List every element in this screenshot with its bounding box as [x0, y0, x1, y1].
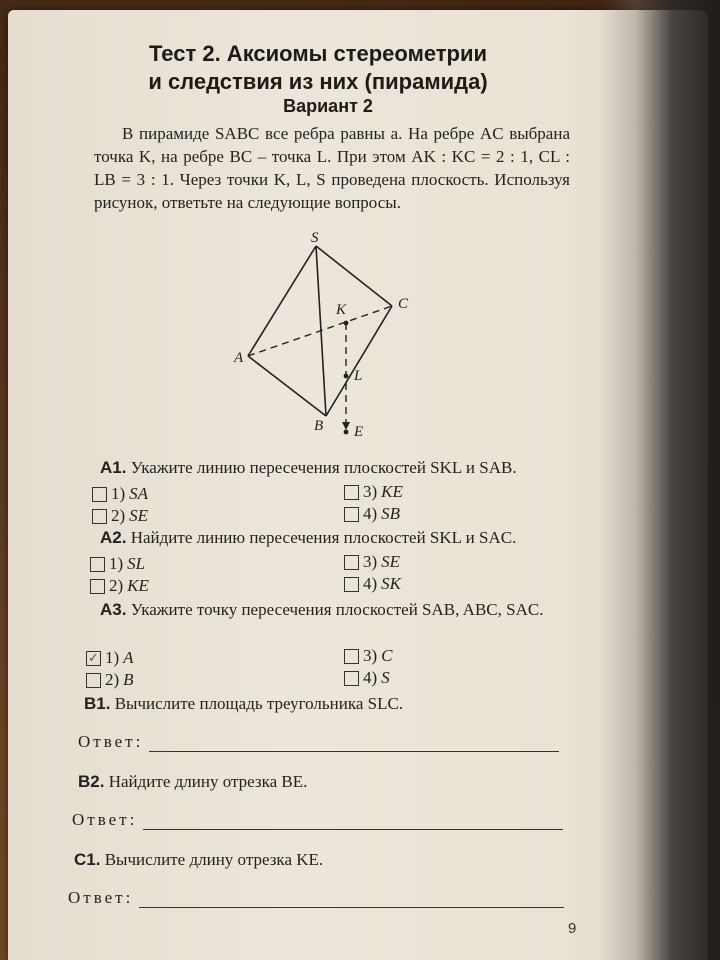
- question-b1: B1. Вычислите площадь треугольника SLC.: [84, 694, 404, 713]
- checkbox[interactable]: [92, 509, 107, 524]
- arrow-E: [342, 422, 350, 430]
- question-a3: A3. Укажите точку пересечения плоскостей SAB, ABC, SAC.: [100, 600, 544, 619]
- question-c1: C1. Вычислите длину отрезка KE.: [74, 850, 324, 869]
- edge-AB: [248, 356, 326, 416]
- a1-option-3[interactable]: 3) KE: [344, 482, 403, 502]
- b2-answer-line[interactable]: [143, 815, 563, 830]
- question-a2: A2. Найдите линию пересечения плоскостей SKL и SAC.: [100, 528, 517, 547]
- a3-option-2[interactable]: 2) B: [86, 670, 134, 690]
- a1-option-4[interactable]: 4) SB: [344, 504, 400, 524]
- checkbox[interactable]: [90, 557, 105, 572]
- label-B: B: [314, 418, 324, 434]
- title-line-2: и следствия из них (пирамида): [148, 69, 488, 94]
- label-L: L: [354, 368, 363, 384]
- variant-heading: Вариант 2: [283, 96, 373, 116]
- edge-SA: [248, 246, 316, 356]
- a3-option-4[interactable]: 4) S: [344, 668, 390, 688]
- a2-option-4[interactable]: 4) SK: [344, 574, 401, 594]
- question-a1: A1. Укажите линию пересечения плоскостей SKL и SAB.: [100, 458, 517, 477]
- pyramid-figure: [218, 228, 438, 448]
- question-b2: B2. Найдите длину отрезка BE.: [78, 772, 308, 791]
- label-K: K: [336, 302, 347, 318]
- checkbox[interactable]: [344, 577, 359, 592]
- a2-option-3[interactable]: 3) SE: [344, 552, 400, 572]
- label-C: C: [398, 296, 409, 312]
- a1-option-1[interactable]: 1) SA: [92, 484, 148, 504]
- a1-option-2[interactable]: 2) SE: [92, 506, 148, 526]
- label-A: A: [234, 350, 244, 366]
- c1-answer-row: Ответ:: [68, 888, 564, 908]
- label-S: S: [311, 230, 319, 246]
- checkbox[interactable]: [344, 649, 359, 664]
- a3-option-1[interactable]: ✓ 1) A: [86, 648, 134, 668]
- edge-BC: [326, 306, 392, 416]
- b1-answer-line[interactable]: [149, 737, 559, 752]
- point-K: [344, 321, 349, 326]
- edge-SC: [316, 246, 392, 306]
- page-number: 9: [568, 920, 577, 937]
- a3-option-3[interactable]: 3) C: [344, 646, 393, 666]
- a2-option-2[interactable]: 2) KE: [90, 576, 149, 596]
- c1-answer-line[interactable]: [139, 893, 564, 908]
- checkbox-checked[interactable]: ✓: [86, 651, 101, 666]
- workbook-page: [8, 10, 708, 960]
- b1-answer-row: Ответ:: [78, 732, 559, 752]
- test-title: [118, 40, 518, 96]
- checkbox[interactable]: [344, 507, 359, 522]
- checkbox[interactable]: [344, 485, 359, 500]
- b2-answer-row: Ответ:: [72, 810, 563, 830]
- checkbox[interactable]: [86, 673, 101, 688]
- checkbox[interactable]: [90, 579, 105, 594]
- point-E: [344, 430, 349, 435]
- problem-statement: В пирамиде SABC все ребра равны a. На ребре AC выбрана точка K, на ребре BC – точка L. При этом AK : KC = 2 : 1, CL : LB = 3 : 1. Через точки K, L, S проведена плоскость. Используя рисунок, ответьте на следующие вопросы.: [94, 124, 570, 212]
- checkbox[interactable]: [344, 555, 359, 570]
- checkbox[interactable]: [344, 671, 359, 686]
- a2-option-1[interactable]: 1) SL: [90, 554, 145, 574]
- label-E: E: [354, 424, 364, 440]
- point-L: [344, 374, 349, 379]
- checkbox[interactable]: [92, 487, 107, 502]
- title-line-1: Тест 2. Аксиомы стереометрии: [148, 41, 488, 66]
